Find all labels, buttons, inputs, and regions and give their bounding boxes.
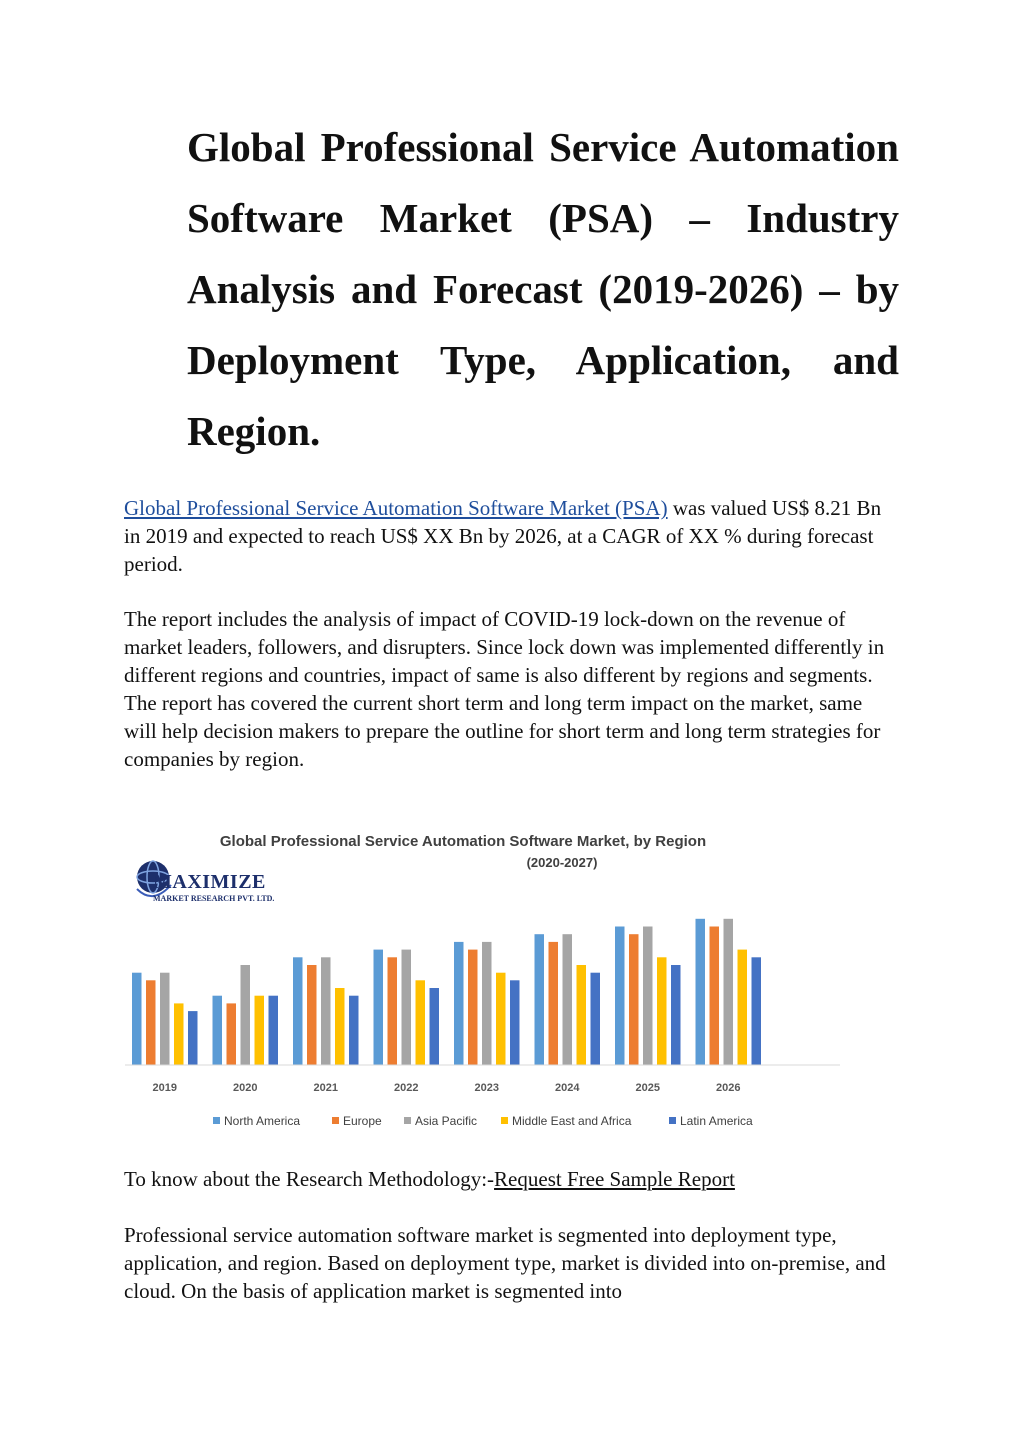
bar-middle-east-and-africa-2024 [577, 965, 587, 1065]
intro-paragraph [124, 494, 899, 578]
bar-latin-america-2021 [349, 996, 359, 1065]
x-tick-label: 2019 [152, 1082, 178, 1094]
x-tick-label: 2020 [233, 1082, 258, 1094]
bar-asia-pacific-2020 [241, 965, 251, 1065]
bar-north-america-2019 [132, 973, 142, 1065]
legend-swatch [404, 1117, 411, 1124]
bar-middle-east-and-africa-2025 [657, 957, 667, 1065]
bar-middle-east-and-africa-2023 [496, 973, 506, 1065]
legend-label: Middle East and Africa [512, 1114, 632, 1128]
bar-latin-america-2023 [510, 980, 520, 1065]
bar-north-america-2024 [535, 934, 545, 1065]
region-bar-chart [120, 823, 850, 1141]
legend-swatch [669, 1117, 676, 1124]
bar-asia-pacific-2021 [321, 957, 331, 1065]
bar-north-america-2020 [213, 996, 223, 1065]
x-tick-label: 2025 [635, 1082, 661, 1094]
market-report-link[interactable]: Global Professional Service Automation Software Market (PSA) [124, 496, 668, 520]
x-tick-label: 2021 [313, 1082, 339, 1094]
bar-europe-2023 [468, 950, 478, 1065]
legend-label: Asia Pacific [415, 1114, 478, 1128]
x-tick-label: 2026 [716, 1082, 741, 1094]
x-tick-label: 2023 [474, 1082, 500, 1094]
bar-middle-east-and-africa-2026 [738, 950, 748, 1065]
chart-title: Global Professional Service Automation Software Market, by Region [219, 833, 707, 850]
bar-middle-east-and-africa-2019 [174, 1003, 184, 1065]
chart-subtitle: (2020-2027) [526, 855, 598, 870]
x-tick-label: 2022 [394, 1082, 419, 1094]
bar-asia-pacific-2023 [482, 942, 492, 1065]
intro-text: was valued US$ 8.21 Bn in 2019 and expected to reach US$ XX Bn by 2026, at a CAGR of XX % during forecast period. [124, 496, 882, 576]
bar-latin-america-2024 [591, 973, 601, 1065]
bar-europe-2026 [710, 927, 720, 1066]
legend-swatch [332, 1117, 339, 1124]
segmentation-paragraph: Professional service automation software market is segmented into deployment type, application, and region. Based on deployment type, market is divided into on-premise, and cloud. On the basis of application market is segmented into [124, 1223, 886, 1303]
bar-latin-america-2026 [752, 957, 762, 1065]
bar-asia-pacific-2024 [563, 934, 573, 1065]
bar-north-america-2026 [696, 919, 706, 1065]
bar-north-america-2022 [374, 950, 384, 1065]
bar-middle-east-and-africa-2022 [416, 980, 426, 1065]
document-title: Global Professional Service Automation Software Market (PSA) – Industry Analysis and Forecast (2019-2026) – by Deployment Type, Application, and Region. [187, 124, 899, 454]
bar-asia-pacific-2022 [402, 950, 412, 1065]
bar-latin-america-2022 [430, 988, 440, 1065]
bar-europe-2020 [227, 1003, 237, 1065]
bar-latin-america-2020 [269, 996, 279, 1065]
bar-europe-2024 [549, 942, 559, 1065]
bar-latin-america-2025 [671, 965, 681, 1065]
bar-asia-pacific-2025 [643, 927, 653, 1066]
request-sample-link[interactable]: Request Free Sample Report [494, 1167, 735, 1191]
legend-label: Latin America [680, 1114, 753, 1128]
bar-asia-pacific-2026 [724, 919, 734, 1065]
methodology-line [124, 1165, 899, 1193]
bar-north-america-2025 [615, 927, 625, 1066]
bar-europe-2019 [146, 980, 156, 1065]
logo-name: MAXIMIZE [153, 871, 266, 893]
bar-middle-east-and-africa-2020 [255, 996, 265, 1065]
bar-north-america-2021 [293, 957, 303, 1065]
bar-latin-america-2019 [188, 1011, 198, 1065]
legend-label: North America [224, 1114, 301, 1128]
bar-europe-2021 [307, 965, 317, 1065]
bar-europe-2025 [629, 934, 639, 1065]
bar-north-america-2023 [454, 942, 464, 1065]
legend-label: Europe [343, 1114, 382, 1128]
methodology-prefix: To know about the Research Methodology:- [124, 1167, 495, 1191]
bar-middle-east-and-africa-2021 [335, 988, 345, 1065]
x-tick-label: 2024 [555, 1082, 580, 1094]
bar-asia-pacific-2019 [160, 973, 170, 1065]
legend-swatch [213, 1117, 220, 1124]
logo-subtitle: MARKET RESEARCH PVT. LTD. [153, 894, 275, 903]
covid-paragraph: The report includes the analysis of impact of COVID-19 lock-down on the revenue of market leaders, followers, and disrupters. Since lock down was implemented differently in different regions and countries, impact of same is also different by regions and segments. The report has covered the current short term and long term impact on the market, same will help decision makers to prepare the outline for short term and long term strategies for companies by region. [124, 607, 885, 771]
bar-europe-2022 [388, 957, 398, 1065]
legend-swatch [501, 1117, 508, 1124]
